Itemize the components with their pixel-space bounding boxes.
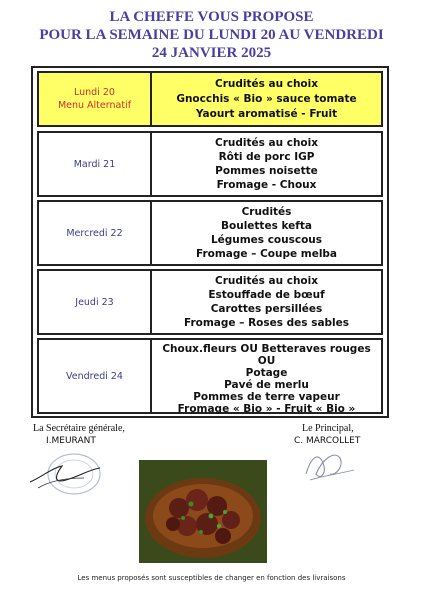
dish: Yaourt aromatisé - Fruit <box>195 108 338 121</box>
principal-name: C. MARCOLLET <box>294 436 361 446</box>
dish: Pavé de merlu <box>224 379 309 391</box>
principal-title: Le Principal, <box>302 423 354 434</box>
title-line-3: 24 JANVIER 2025 <box>151 45 272 61</box>
dish: Potage <box>245 367 288 379</box>
meatballs-photo-illustration <box>139 460 267 563</box>
footnote: Les menus proposés sont susceptibles de changer en fonction des livraisons <box>77 574 346 582</box>
principal-signature <box>300 444 358 486</box>
menu-alternative-label: Menu Alternatif <box>57 100 132 111</box>
day-cell <box>39 340 152 412</box>
dish-photo <box>139 460 267 563</box>
title-line-1: LA CHEFFE VOUS PROPOSE <box>109 9 314 25</box>
day-cell <box>39 73 152 125</box>
dish: Fromage – Roses des sables <box>183 317 350 329</box>
day-label: Jeudi 23 <box>75 296 114 308</box>
day-label: Mercredi 22 <box>66 227 123 239</box>
dishes-cell <box>152 340 381 415</box>
menu-row-friday <box>37 338 383 414</box>
dish: Pommes noisette <box>215 165 318 177</box>
dishes-cell <box>152 271 381 333</box>
dish: Pommes de terre vapeur <box>193 391 340 403</box>
secretary-title: La Secrétaire générale, <box>33 423 125 434</box>
dish: Crudités au choix <box>214 137 319 149</box>
dish: Carottes persillées <box>210 303 323 315</box>
dish: Légumes couscous <box>210 234 323 246</box>
secretary-name: I.MEURANT <box>46 436 96 446</box>
dishes-cell <box>152 133 381 195</box>
dish: Fromage « Bio » - Fruit « Bio » <box>177 403 356 415</box>
menu-row-monday <box>37 71 383 127</box>
day-cell <box>39 271 152 333</box>
day-label: Vendredi 24 <box>66 370 123 382</box>
school-stamp-signature <box>26 448 108 496</box>
day-label: Lundi 20 <box>74 87 115 98</box>
dish: Crudités au choix <box>214 77 319 90</box>
dish: Rôti de porc IGP <box>218 151 315 163</box>
dish: Fromage - Choux <box>216 179 317 191</box>
menu-row-wednesday <box>37 200 383 266</box>
day-cell <box>39 133 152 195</box>
dish: Crudités au choix <box>214 275 319 287</box>
day-cell <box>39 202 152 264</box>
title-line-2: POUR LA SEMAINE DU LUNDI 20 AU VENDREDI <box>39 27 384 43</box>
dish: Boulettes kefta <box>221 220 312 232</box>
menu-row-thursday <box>37 269 383 335</box>
dishes-cell <box>152 202 381 264</box>
dish: Choux.fleurs OU Betteraves rouges OU <box>162 343 371 367</box>
dishes-cell <box>152 73 381 125</box>
dish: Fromage – Coupe melba <box>195 248 338 260</box>
day-label: Mardi 21 <box>73 158 116 170</box>
dish: Crudités <box>241 206 292 218</box>
menu-row-tuesday <box>37 131 383 197</box>
dish: Estouffade de bœuf <box>208 289 325 301</box>
dish: Gnocchis « Bio » sauce tomate <box>176 92 357 105</box>
menu-table <box>31 66 389 418</box>
